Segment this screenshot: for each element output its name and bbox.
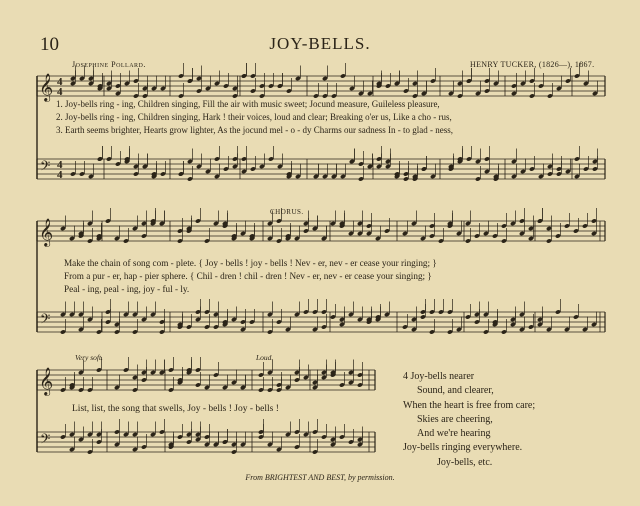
page-title: JOY-BELLS. [269,34,371,53]
permission-credit: From BRIGHTEST AND BEST, by permission. [245,473,395,482]
treble-clef-icon: 𝄞 [39,369,54,395]
treble-clef-icon: 𝄞 [39,220,54,246]
author-credit: Josephine Pollard. [72,60,146,69]
verse-4-block [403,370,535,470]
verse4-line: 4 Joy-bells nearer [403,371,475,382]
verse-line-3: 3. Earth seems brighter, Hearts grow lighter, As the jocund mel - o - dy Charms our sadness In - to glad - ness, [56,125,453,135]
verse-line-1: 1. Joy-bells ring - ing, Children singing, Fill the air with music sweet; Jocund measure, Guileless pleasure, [56,99,440,109]
system3-lyric: List, list, the song that swells, Joy - bells ! Joy - bells ! [72,404,279,414]
verse4-line: Joy-bells ringing everywhere. [403,442,523,454]
chorus-label: CHORUS. [270,208,304,216]
dynamic-very-soft: Very soft. [75,353,103,362]
chorus-line-2: From a pur - er, hap - pier sphere. { Chil - dren ! chil - dren ! Nev - er, nev - er cease your singing; } [64,271,432,281]
dynamic-loud: Loud. [256,353,274,362]
chorus-line-1: Make the chain of song com - plete. { Joy - bells ! joy - bells ! Nev - er, nev - er cease your ringing; } [64,258,437,268]
verse4-line: Joy-bells, etc. [437,456,493,468]
verse4-line: And we're hearing [417,428,491,440]
bass-clef-icon: 𝄢 [40,313,51,330]
time-signature: 4 [57,86,63,98]
time-signature: 4 [57,76,63,88]
bass-clef-icon: 𝄢 [40,160,51,177]
composer-credit: HENRY TUCKER, (1826—), 1867. [470,60,595,69]
treble-clef-icon: 𝄞 [39,75,54,101]
verse4-line: Skies are cheering, [417,413,493,425]
verse-line-2: 2. Joy-bells ring - ing, Children singing, Hark ! their voices, loud and clear; Breaking o'er us, Like a cho - rus, [56,112,452,122]
verse4-line: Sound, and clearer, [417,385,494,397]
chorus-line-3: Peal - ing, peal - ing, joy - ful - ly. [64,284,190,294]
verse4-line: When the heart is free from care; [403,399,536,411]
page-number: 10 [40,34,59,55]
time-signature: 4 [57,159,63,171]
time-signature: 4 [57,169,63,181]
bass-clef-icon: 𝄢 [40,433,51,450]
